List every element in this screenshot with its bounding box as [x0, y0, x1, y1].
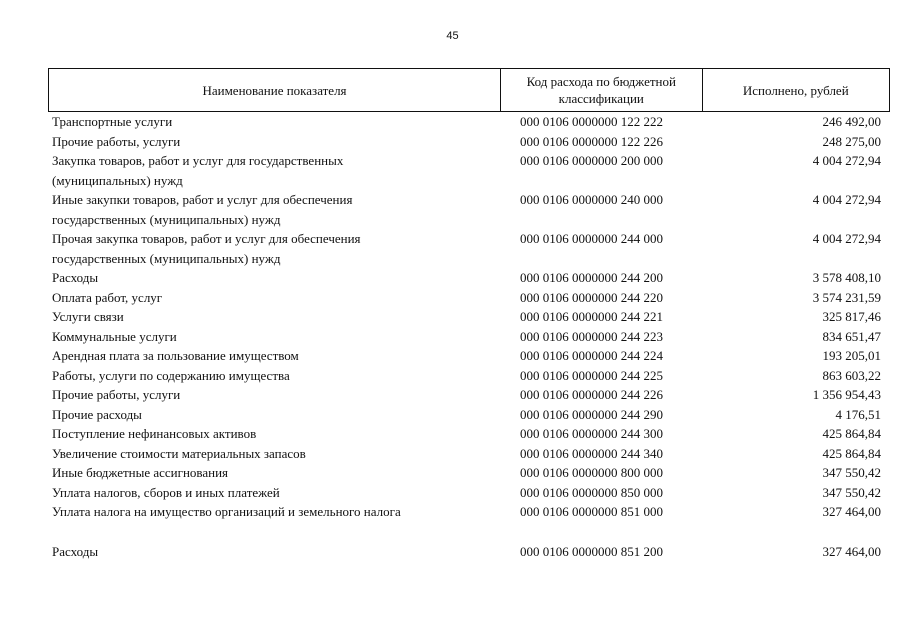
row-name [52, 307, 492, 327]
row-name [52, 346, 492, 366]
row-name [52, 268, 492, 288]
row-name [52, 463, 492, 483]
row-name-line: Услуги связи [52, 309, 124, 324]
row-executed: 3 578 408,10 [812, 270, 881, 285]
row-executed: 246 492,00 [822, 114, 881, 129]
row-code: 000 0106 0000000 244 221 [520, 309, 663, 324]
row-executed: 347 550,42 [822, 465, 881, 480]
row-name [52, 385, 492, 405]
row-code: 000 0106 0000000 244 224 [520, 348, 663, 363]
row-code: 000 0106 0000000 240 000 [520, 192, 663, 207]
row-name [52, 190, 492, 229]
row-code: 000 0106 0000000 244 300 [520, 426, 663, 441]
row-executed: 327 464,00 [822, 504, 881, 519]
row-name-line: Поступление нефинансовых активов [52, 426, 257, 441]
table-row [0, 190, 905, 229]
table-row [0, 542, 905, 562]
row-executed: 834 651,47 [822, 328, 881, 344]
row-name [52, 405, 492, 425]
table-row [0, 132, 905, 152]
row-name [52, 444, 492, 464]
row-name-line: Уплата налогов, сборов и иных платежей [52, 484, 280, 500]
row-code: 000 0106 0000000 122 222 [520, 114, 663, 129]
row-name-line: Иные закупки товаров, работ и услуг для обеспечения [52, 192, 353, 207]
row-name [52, 288, 492, 308]
row-name [52, 327, 492, 347]
row-name-line: Прочие работы, услуги [52, 133, 181, 149]
row-name-line: Работы, услуги по содержанию имущества [52, 367, 290, 383]
row-name-line: Арендная плата за пользование имуществом [52, 348, 299, 363]
row-name [52, 132, 492, 152]
row-code: 000 0106 0000000 800 000 [520, 465, 663, 480]
table-row [0, 483, 905, 503]
row-name-line: государственных (муниципальных) нужд [52, 250, 281, 266]
row-name-line: государственных (муниципальных) нужд [52, 211, 281, 227]
row-executed: 425 864,84 [822, 426, 881, 441]
row-executed: 248 275,00 [822, 133, 881, 149]
row-code: 000 0106 0000000 244 220 [520, 289, 663, 305]
row-executed: 863 603,22 [822, 367, 881, 383]
row-name [52, 229, 492, 268]
row-executed: 4 004 272,94 [812, 231, 881, 246]
row-code: 000 0106 0000000 244 340 [520, 445, 663, 461]
row-code: 000 0106 0000000 244 226 [520, 387, 663, 402]
table-row [0, 424, 905, 444]
header-executed-column: Исполнено, рублей [702, 69, 889, 112]
page-number: 45 [446, 30, 459, 42]
row-executed: 4 176,51 [835, 406, 881, 422]
table-row [0, 288, 905, 308]
header-code-column: Код расхода по бюджетной классификации [501, 69, 703, 112]
row-executed: 425 864,84 [822, 445, 881, 461]
table-row [0, 502, 905, 522]
row-name-line: Расходы [52, 270, 99, 285]
row-executed: 4 004 272,94 [812, 192, 881, 207]
row-code: 000 0106 0000000 851 200 [520, 543, 663, 559]
row-name-line: Прочая закупка товаров, работ и услуг для обеспечения [52, 231, 361, 246]
row-executed: 3 574 231,59 [812, 289, 881, 305]
row-name [52, 366, 492, 386]
row-code: 000 0106 0000000 244 223 [520, 328, 663, 344]
table-row [0, 405, 905, 425]
row-code: 000 0106 0000000 850 000 [520, 484, 663, 500]
table-row [0, 307, 905, 327]
row-name-line: Иные бюджетные ассигнования [52, 465, 229, 480]
row-name [52, 542, 492, 562]
table-row [0, 444, 905, 464]
table-row [0, 385, 905, 405]
row-name-line: Прочие работы, услуги [52, 387, 181, 402]
row-code: 000 0106 0000000 244 000 [520, 231, 663, 246]
table-row [0, 327, 905, 347]
row-executed: 193 205,01 [822, 348, 881, 363]
row-code: 000 0106 0000000 244 225 [520, 367, 663, 383]
table-row [0, 268, 905, 288]
row-name [52, 424, 492, 444]
row-executed: 325 817,46 [822, 309, 881, 324]
row-executed: 1 356 954,43 [812, 387, 881, 402]
row-name [52, 483, 492, 503]
row-executed: 327 464,00 [822, 543, 881, 559]
header-name-column: Наименование показателя [49, 69, 501, 112]
row-executed: 4 004 272,94 [812, 153, 881, 168]
row-name-line: Оплата работ, услуг [52, 289, 163, 305]
row-name-line: Прочие расходы [52, 406, 142, 422]
row-code: 000 0106 0000000 244 200 [520, 270, 663, 285]
row-name-line: Закупка товаров, работ и услуг для государственных [52, 153, 344, 168]
table-row [0, 229, 905, 268]
row-code: 000 0106 0000000 200 000 [520, 153, 663, 168]
row-name [52, 151, 492, 190]
row-code: 000 0106 0000000 244 290 [520, 406, 663, 422]
row-name-line: Расходы [52, 543, 99, 559]
row-name-line: Коммунальные услуги [52, 328, 177, 344]
row-name-line: (муниципальных) нужд [52, 172, 183, 188]
table-row [0, 346, 905, 366]
table-row [0, 112, 905, 132]
row-code: 000 0106 0000000 851 000 [520, 504, 663, 519]
table-row [0, 151, 905, 190]
row-name [52, 112, 492, 132]
table-row [0, 463, 905, 483]
row-code: 000 0106 0000000 122 226 [520, 133, 663, 149]
row-name-line: Транспортные услуги [52, 114, 173, 129]
row-name [52, 502, 492, 522]
table-row [0, 366, 905, 386]
row-name-line: Увеличение стоимости материальных запасов [52, 445, 306, 461]
row-name-line: Уплата налога на имущество организаций и земельного налога [52, 504, 401, 519]
row-executed: 347 550,42 [822, 484, 881, 500]
